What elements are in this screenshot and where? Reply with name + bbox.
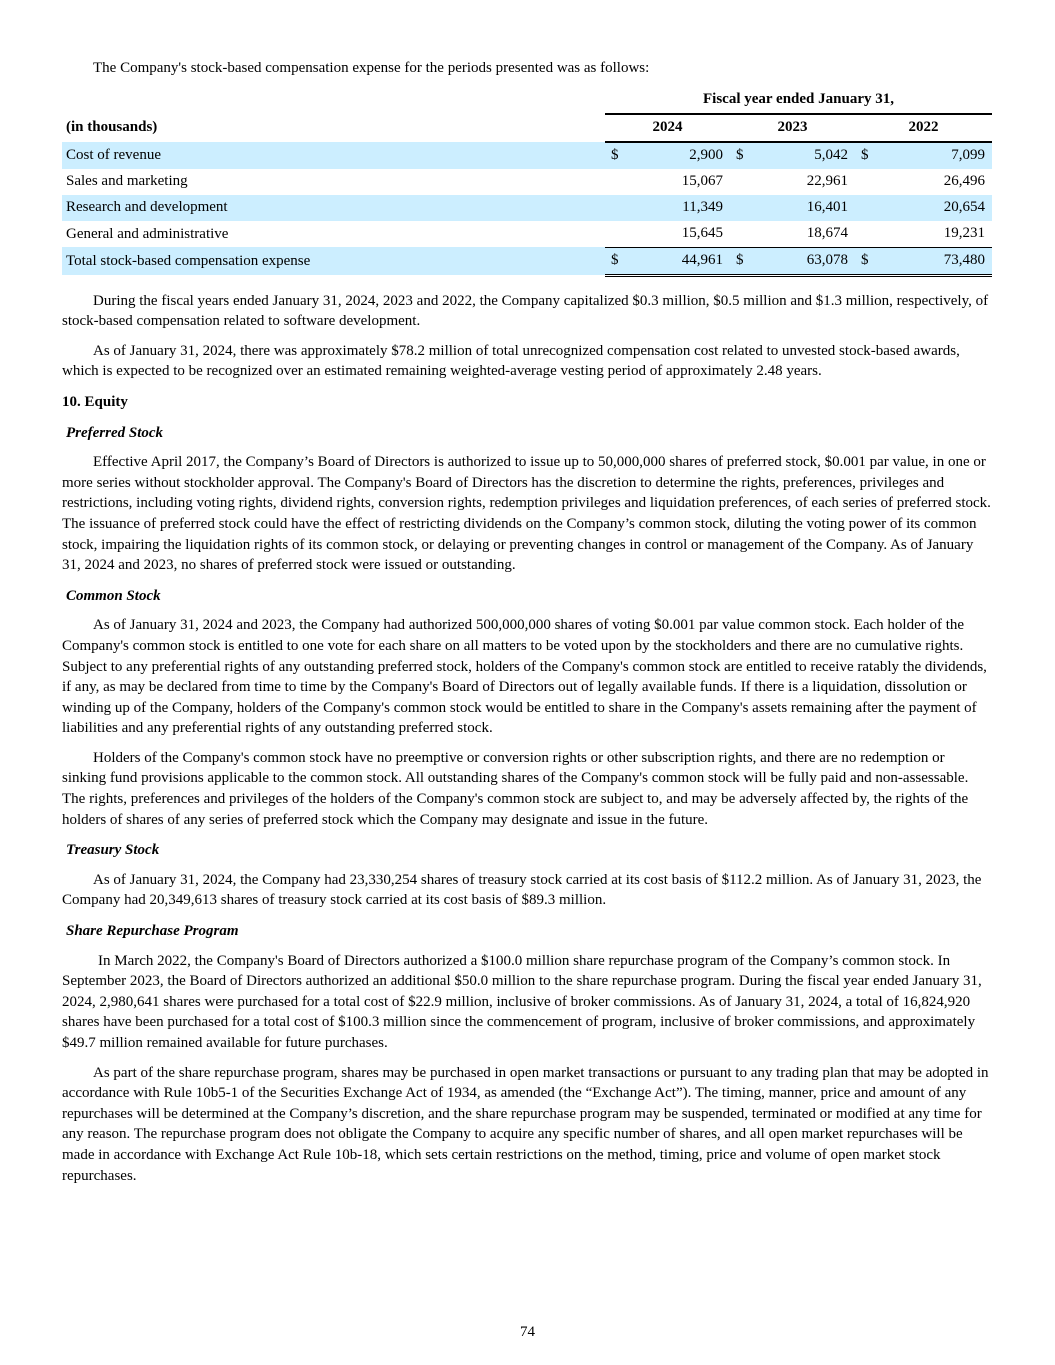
value-2024: 44,961: [618, 247, 730, 275]
value-2022: 19,231: [943, 225, 986, 242]
capitalized-paragraph: During the fiscal years ended January 31, 2024, 2023 and 2022, the Company capitalized $0.3 million, $0.5 million and $1.3 million, respectively, of stock-based compensation related to software development.: [62, 292, 989, 330]
value-2022: 73,480: [868, 247, 992, 275]
common-stock-paragraph-1: As of January 31, 2024 and 2023, the Company had authorized 500,000,000 shares of voting $0.001 par value common stock. Each holder of the Company's common stock is entitled to one vote for each share on all matters to be voted upon by the stockholders and there are no cumulative rights. Subject to any preferential rights of any outstanding preferred stock, holders of the Company's common stock are entitled to receive ratably the dividends, if any, as may be declared from time to time by the Company's Board of Directors out of legally available funds. If there is a liquidation, dissolution or winding up of the Company, holders of the Company's common stock would be entitled to share in the Company's assets remaining after the payment of liabilities and any preferential rights of any outstanding preferred stock.: [62, 617, 987, 737]
share-repurchase-paragraph-2: As part of the share repurchase program, shares may be purchased in open market transactions or pursuant to any trading plan that may be adopted in accordance with Rule 10b5-1 of the Securities Exchange Act of 1934, as amended (the “Exchange Act”). The timing, manner, price and amount of any repurchases will be determined at the Company’s discretion, and the share repurchase program may be suspended, terminated or modified at any time for any reason. The repurchase program does not obligate the Company to acquire any specific number of shares, and all open market repurchases will be made in accordance with Exchange Act Rule 10b-18, which sets certain restrictions on the method, timing, price and volume of open market stock repurchases.: [62, 1064, 989, 1184]
currency-symbol: [605, 169, 618, 195]
currency-symbol: [855, 221, 868, 248]
row-label: Sales and marketing: [66, 173, 188, 190]
value-2024: 15,645: [681, 225, 723, 242]
year-header-2024: 2024: [605, 114, 730, 142]
common-stock-paragraph-2: Holders of the Company's common stock have no preemptive or conversion rights or other subscription rights, and there are no redemption or sinking fund provisions applicable to the common stock. All outstanding shares of the Company's common stock will be fully paid and non-assessable. The rights, preferences and privileges of the holders of the Company's common stock are subject to, and may be adversely affected by, the rights of the holders of shares of any series of preferred stock which the Company may designate and issue in the future.: [62, 749, 969, 828]
currency-symbol: $: [730, 247, 743, 275]
page-content: [62, 58, 992, 1186]
common-stock-heading: Common Stock: [66, 587, 161, 604]
value-2024: 11,349: [618, 195, 730, 221]
value-2023: 16,401: [743, 195, 855, 221]
currency-symbol: $: [855, 247, 868, 275]
stock-compensation-table: [62, 87, 992, 277]
treasury-stock-heading: Treasury Stock: [66, 842, 160, 859]
currency-symbol: $: [730, 142, 743, 169]
treasury-stock-paragraph: As of January 31, 2024, the Company had 23,330,254 shares of treasury stock carried at its cost basis of $112.2 million. As of January 31, 2023, the Company had 20,349,613 shares of treasury stock carried at its cost basis of $89.3 million.: [62, 871, 982, 909]
currency-symbol: $: [605, 142, 618, 169]
value-2023: 22,961: [806, 173, 848, 190]
unrecognized-paragraph: As of January 31, 2024, there was approximately $78.2 million of total unrecognized compensation cost related to unvested stock-based awards, which is expected to be recognized over an estimated remaining weighted-average vesting period of approximately 2.48 years.: [62, 342, 960, 380]
table-row-general-and-administrative: [62, 221, 992, 248]
table-header-period-row: [62, 87, 992, 114]
currency-symbol: [730, 221, 743, 248]
row-label: Research and development: [62, 195, 605, 221]
table-row-sales-and-marketing: [62, 169, 992, 195]
year-header-2022: 2022: [855, 114, 992, 142]
period-header: Fiscal year ended January 31,: [605, 87, 992, 114]
value-2022: 20,654: [868, 195, 992, 221]
value-2023: 63,078: [743, 247, 855, 275]
share-repurchase-heading: Share Repurchase Program: [66, 923, 239, 940]
preferred-stock-paragraph: Effective April 2017, the Company’s Board of Directors is authorized to issue up to 50,000,000 shares of preferred stock, $0.001 par value, in one or more series without stockholder approval. The Company's Board of Directors has the discretion to determine the rights, preferences, privileges and restrictions, including voting rights, dividend rights, conversion rights, redemption privileges and liquidation preferences, of each series of preferred stock. The issuance of preferred stock could have the effect of restricting dividends on the Company’s common stock, diluting the voting power of its common stock, impairing the liquidation rights of its common stock, or delaying or preventing changes in control or management of the Company. As of January 31, 2024 and 2023, no shares of preferred stock were issued or outstanding.: [62, 454, 991, 574]
currency-symbol: $: [605, 247, 618, 275]
unit-label: (in thousands): [66, 119, 158, 136]
value-2022: 26,496: [943, 173, 986, 190]
currency-symbol: $: [855, 142, 868, 169]
table-row-total: [62, 247, 992, 275]
row-label: Cost of revenue: [62, 142, 605, 169]
value-2023: 18,674: [806, 225, 848, 242]
intro-paragraph: The Company's stock-based compensation expense for the periods presented was as follows:: [93, 60, 650, 76]
preferred-stock-heading: Preferred Stock: [66, 424, 164, 441]
value-2024: 15,067: [681, 173, 723, 190]
value-2022: 7,099: [868, 142, 992, 169]
currency-symbol: [605, 221, 618, 248]
currency-symbol: [730, 169, 743, 195]
section-heading: 10. Equity: [62, 393, 128, 410]
row-label: Total stock-based compensation expense: [62, 247, 605, 275]
value-2023: 5,042: [743, 142, 855, 169]
value-2024: 2,900: [618, 142, 730, 169]
table-header-year-row: [62, 114, 992, 142]
year-header-2023: 2023: [730, 114, 855, 142]
currency-symbol: [855, 195, 868, 221]
currency-symbol: [605, 195, 618, 221]
page-number: 74: [520, 1324, 535, 1340]
currency-symbol: [855, 169, 868, 195]
row-label: General and administrative: [66, 225, 229, 242]
share-repurchase-paragraph-1: In March 2022, the Company's Board of Directors authorized a $100.0 million share repurchase program of the Company’s common stock. In September 2023, the Board of Directors authorized an additional $50.0 million to the share repurchase program. During the fiscal year ended January 31, 2024, 2,980,641 shares were purchased for a total cost of $22.9 million, inclusive of broker commissions. As of January 31, 2024, a total of 16,824,920 shares have been purchased for a total cost of $100.3 million since the commencement of program, inclusive of broker commissions, and approximately $49.7 million remained available for future purchases.: [62, 952, 982, 1051]
currency-symbol: [730, 195, 743, 221]
table-row-research-and-development: [62, 195, 992, 221]
table-row-cost-of-revenue: [62, 142, 992, 169]
